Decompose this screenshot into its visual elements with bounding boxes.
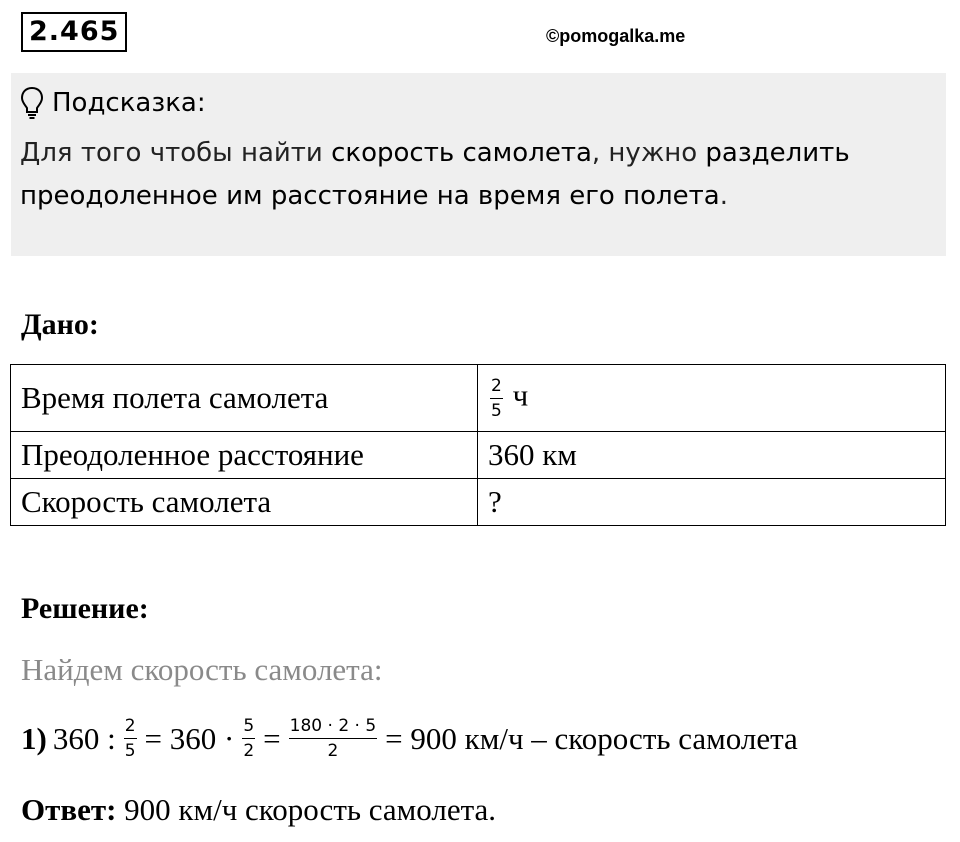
fraction bbox=[242, 716, 255, 761]
hint-text-emphasis: разделить преодоленное им расстояние на время его полета bbox=[20, 138, 850, 211]
given-label: Преодоленное расстояние bbox=[11, 432, 478, 479]
given-value: ? bbox=[478, 479, 946, 526]
lightbulb-icon bbox=[20, 86, 44, 120]
expr-part: = 360 · bbox=[144, 720, 235, 756]
table-row bbox=[11, 432, 946, 479]
site-watermark: ©pomogalka.me bbox=[546, 26, 686, 46]
solution-intro: Найдем скорость самолета: bbox=[21, 652, 383, 687]
fraction-denominator: 5 bbox=[491, 400, 502, 421]
solution-heading: Решение: bbox=[21, 592, 149, 625]
hint-title-text: Подсказка: bbox=[52, 88, 206, 118]
hint-text-part: Для того чтобы найти bbox=[20, 138, 332, 168]
hint-text bbox=[20, 132, 930, 218]
expr-part: 360 : bbox=[52, 720, 116, 756]
fraction-numerator: 5 bbox=[242, 716, 255, 739]
hint-text-emphasis: скорость самолета bbox=[331, 138, 592, 168]
given-table bbox=[10, 364, 946, 526]
hint-text-part: . bbox=[719, 181, 728, 211]
problem-number: 2.465 bbox=[21, 12, 127, 52]
solution-step bbox=[21, 716, 798, 761]
unit: ч bbox=[512, 377, 529, 413]
answer-line bbox=[21, 792, 496, 828]
answer-text: 900 км/ч скорость самолета. bbox=[124, 792, 497, 827]
given-label: Скорость самолета bbox=[11, 479, 478, 526]
answer-label: Ответ: bbox=[21, 792, 117, 827]
table-row bbox=[11, 479, 946, 526]
expr-part: = bbox=[263, 720, 281, 756]
fraction-denominator: 2 bbox=[327, 741, 339, 761]
fraction bbox=[124, 716, 137, 761]
fraction-denominator: 2 bbox=[243, 741, 255, 761]
step-marker: 1) bbox=[21, 720, 47, 756]
fraction bbox=[490, 376, 503, 421]
given-heading: Дано: bbox=[21, 308, 99, 341]
hint-text-part: , нужно bbox=[591, 138, 706, 168]
fraction-denominator: 5 bbox=[124, 741, 136, 761]
fraction bbox=[289, 716, 378, 761]
given-label: Время полета самолета bbox=[11, 365, 478, 432]
hint-title bbox=[20, 86, 206, 120]
fraction-numerator: 2 bbox=[124, 716, 137, 739]
table-row bbox=[11, 365, 946, 432]
fraction-numerator: 180 · 2 · 5 bbox=[289, 716, 378, 739]
given-value: 360 км bbox=[478, 432, 946, 479]
fraction-numerator: 2 bbox=[490, 376, 503, 399]
given-value bbox=[478, 365, 946, 432]
expr-part: = 900 км/ч – скорость самолета bbox=[385, 720, 798, 756]
